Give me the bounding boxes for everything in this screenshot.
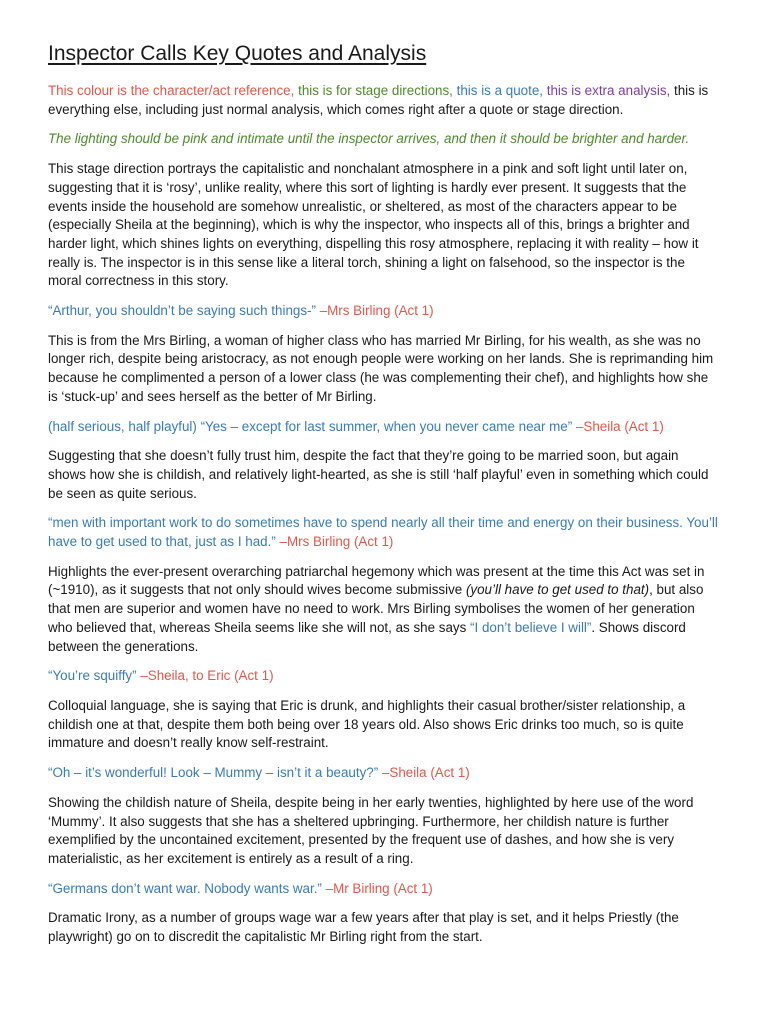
analysis-paragraph: Dramatic Irony, as a number of groups wage war a few years after that play is set, and it helps Priestly (the playwright) go on to discredit the capitalistic Mr Birling right from the start. (48, 910, 679, 945)
analysis-paragraph: This stage direction portrays the capitalistic and nonchalant atmosphere in a pink and soft light until later on, suggesting that it is ‘rosy’, unlike reality, where this sort of lighting is hardly ever present. It suggests that the events inside the household are somehow unrealistic, or sheltered, as most of the characters appear to be (especially Sheila at the beginning), which is why the inspector, who inspects all of this, brings a brighter and harder light, which shines lights on everything, dispelling this rosy atmosphere, replacing it with reality – how it really is. The inspector is in this sense like a literal torch, shining a light on falsehood, so the inspector is the moral correctness in this story. (48, 161, 699, 289)
page-title: Inspector Calls Key Quotes and Analysis (48, 42, 427, 65)
key-reference: This colour is the character/act reference, (48, 83, 295, 98)
quote-text: “men with important work to do sometimes have to spend nearly all their time and energy on their business. You’ll have to get used to that, just as I had.” (48, 515, 718, 550)
quote-text: “Arthur, you shouldn’t be saying such things-” (48, 303, 316, 319)
quote-line (48, 764, 720, 783)
analysis-paragraph: This is from the Mrs Birling, a woman of higher class who has married Mr Birling, for his wealth, as she was no longer rich, despite being aristocracy, as not enough people were working on her lands. She is reprimanding him because he complimented a person of a lower class (he was complementing their chef), and highlights how she is ‘stuck-up’ and sees herself as the better of Mr Birling. (48, 332, 714, 404)
quote-reference: –Sheila (Act 1) (381, 765, 470, 781)
quote-line (48, 667, 720, 686)
quote-reference: –Sheila (Act 1) (575, 418, 664, 434)
analysis-paragraph (48, 563, 720, 657)
analysis-text: Highlights the ever-present overarching patriarchal hegemony which was present at the time this Act was set in (~1910), as it suggests that not only should wives become submissive (48, 563, 705, 598)
quote-text: “Oh – it’s wonderful! Look – Mummy – isn’t it a beauty?” (48, 765, 379, 781)
analysis-paragraph: Colloquial language, she is saying that Eric is drunk, and highlights their casual brother/sister relationship, a childish one at that, despite them both being over 18 years old. Also shows Eric drinks too much, so is quite immature and doesn’t really know self-restraint. (48, 697, 686, 751)
quote-line (48, 302, 720, 321)
stage-direction: The lighting should be pink and intimate until the inspector arrives, and then it should be brighter and harder. (48, 131, 690, 147)
analysis-paragraph: Suggesting that she doesn’t fully trust him, despite the fact that they’re going to be married soon, but again shows how she is childish, and relatively light-hearted, as she is still ‘half playful’ even in something which could be seen as quite serious. (48, 448, 709, 501)
key-quote: this is a quote, (456, 83, 543, 98)
key-stage-direction: this is for stage directions, (298, 83, 453, 98)
quote-line (48, 880, 720, 899)
colour-key (48, 82, 720, 119)
quote-text: “You’re squiffy” (48, 668, 137, 684)
analysis-text: , but also that men are superior and women have no need to work. Mrs Birling symbolises the women of her generation who believed that, whereas Sheila seems like she will not, as she says (48, 582, 704, 635)
quote-reference: –Mrs Birling (Act 1) (319, 303, 434, 319)
analysis-paragraph: Showing the childish nature of Sheila, despite being in her early twenties, highlighted by here use of the word ‘Mummy’. It also suggests that she has a sheltered upbringing. Furthermore, her childish nature is further exemplified by the uncontained excitement, presented by the frequent use of dashes, and how she is very materialistic, as her excitement is entirely as a result of a ring. (48, 794, 694, 866)
key-everything-else: this is everything else, including just normal analysis, which comes right after a quote or stage direction. (48, 83, 709, 117)
quote-text: (half serious, half playful) “Yes – except for last summer, when you never came near me” (48, 418, 573, 434)
quote-reference: –Mrs Birling (Act 1) (279, 534, 394, 550)
inline-quote: “I don’t believe I will” (470, 619, 592, 635)
inline-quote-italic: (you’ll have to get used to that) (465, 582, 650, 598)
quote-line (48, 418, 720, 437)
quote-reference: –Mr Birling (Act 1) (325, 880, 433, 896)
quote-reference: –Sheila, to Eric (Act 1) (140, 668, 274, 684)
key-extra-analysis: this is extra analysis, (546, 83, 671, 98)
analysis-text: . Shows discord between the generations. (48, 619, 686, 654)
quote-text: “Germans don’t want war. Nobody wants war.” (48, 880, 322, 896)
quote-line (48, 514, 720, 551)
